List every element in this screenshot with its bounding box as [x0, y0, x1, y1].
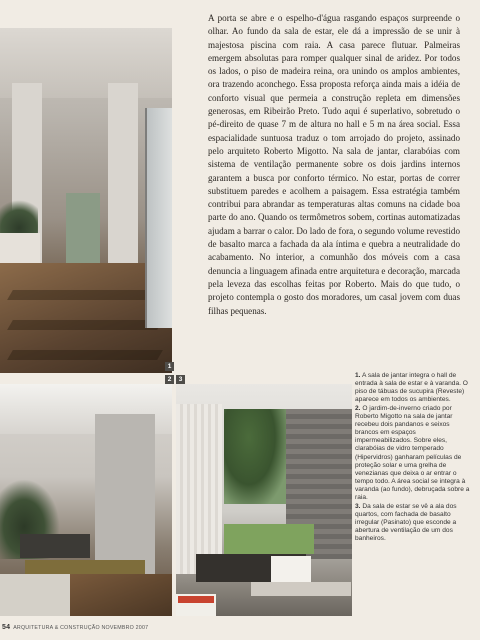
wood-floor [70, 574, 172, 616]
article-body: A porta se abre e o espelho-d'água rasgando espaços surpreende o olhar. Ao fundo da sala de estar, ele dá a impressão de se unir à majestosa piscina com raia. A casa parece flutuar. Palmeiras emergem absolutas para romper qualquer sinal de aridez. Por todos os lados, o piso de madeira reina, ora unindo os amplos ambientes, ora trazendo aconchego. Essa proposta reforça ainda mais a idéia de conforto visual que permeia a construção repleta em dimensões generosas, em Ribeirão Preto. Tudo aqui é superlativo, sobretudo o pé-direito de quase 7 m de altura no hall e 5 m na área social. Essa espacialidade suntuosa traduz o tom arrojado do projeto, assinado pelo arquiteto Roberto Migotto. Na sala de jantar, clarabóias com sistema de ventilação permanente sobre os dois jardins internos garantem a busca por conforto térmico. No estar, portas de correr substituem paredes e acolhem a paisagem. Essa estratégia também contribui para abrandar as temperaturas altas comuns na cidade boa parte do ano. Quando os termômetros sobem, cortinas automatizadas ajudam a barrar o calor. Do lado de fora, o segundo volume revestido de basalto marca a fachada da ala íntima e quebra a neutralidade do acabamento. No interior, a comunhão dos móveis com a casa denuncia a linguagem afinada entre arquitetura e decoração, marcada pela leveza das escolhas feitas por Roberto. Mais do que tudo, o projeto contempla o gosto dos moradores, um casal jovem com duas filhas pequenas. [208, 13, 461, 316]
photo-number-tag: 3 [176, 375, 185, 384]
white-pebbles [0, 574, 70, 616]
curtain [176, 404, 222, 574]
photo-winter-garden [0, 384, 172, 616]
photo-captions [355, 372, 470, 543]
garden-view [66, 193, 100, 263]
sofa [20, 534, 90, 558]
glass-door [145, 108, 172, 328]
caption-number: 3. [355, 502, 361, 510]
photo-number-tag: 1 [165, 362, 174, 371]
lawn [224, 524, 314, 554]
caption-number: 2. [355, 404, 361, 412]
footer-text: ARQUITETURA & CONSTRUÇÃO NOVEMBRO 2007 [13, 625, 149, 631]
glass-wall [95, 414, 155, 574]
red-book [178, 596, 214, 603]
photo-number-tag: 2 [165, 375, 174, 384]
photo-living-room [176, 384, 352, 616]
coffee-table [251, 582, 351, 596]
caption-text: A área social se integra à varanda (ao fundo), debruçada sobre a raia. [355, 478, 470, 502]
caption-text: Da sala de estar se vê a ala dos quartos, com fachada de basalto irregular (Pasinato) que esconde a abertura de ventilação de um dos banheiros. [355, 502, 457, 543]
caption-2 [355, 405, 470, 503]
caption-number: 1. [355, 372, 361, 379]
light-shadow [7, 290, 163, 300]
page-number: 54 [2, 624, 11, 631]
light-shadow [7, 350, 163, 360]
rug [25, 560, 145, 574]
photo-dining-hall [0, 28, 172, 373]
caption-text: O jardim-de-inverno criado por Roberto Migotto na sala de jantar recebeu dois pandanos e seixos brancos em espaços impermeabilizados. Sobre eles, clarabóias de vidro temperado (Hipervidros) ganharam películas de proteção solar e uma grelha de venezianas que deixa o ar entrar o tempo todo. [355, 404, 462, 486]
light-shadow [7, 320, 163, 330]
page-footer [2, 624, 148, 634]
caption-text: A sala de jantar integra o hall de entrada à sala de estar e à varanda. O piso de tábuas de sucupira (Reveste) aparece em todos os ambientes. [355, 372, 468, 404]
caption-3 [355, 503, 470, 544]
palm-trees [224, 409, 286, 504]
caption-1 [355, 372, 470, 405]
white-vases [271, 556, 311, 582]
